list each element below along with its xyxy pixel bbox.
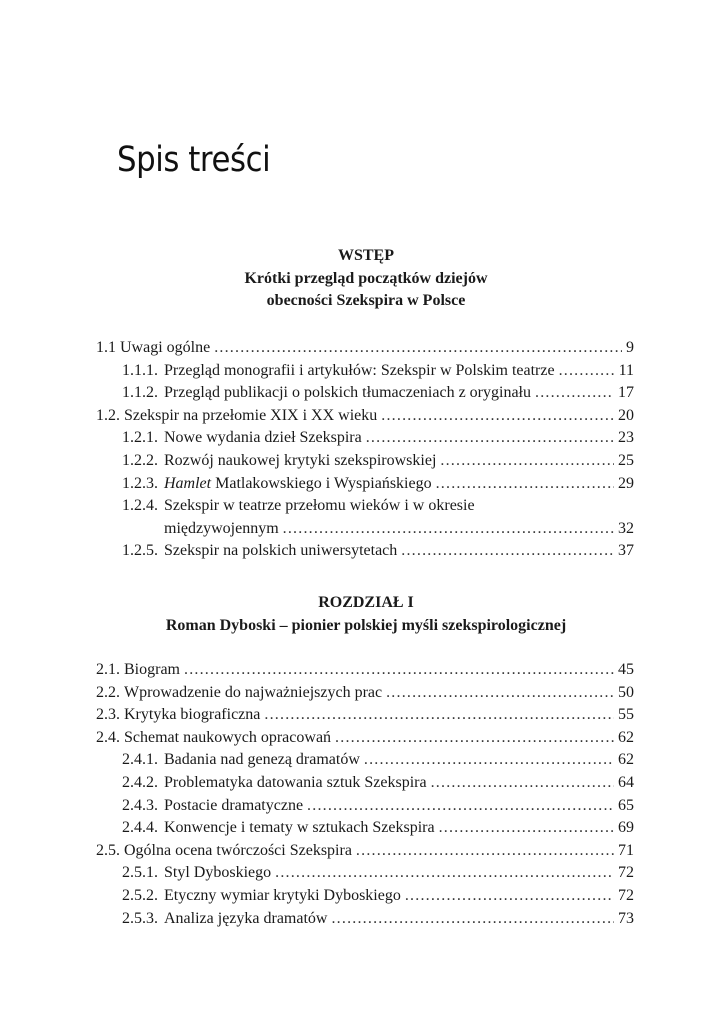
- entry-title: Styl Dyboskiego: [164, 864, 272, 882]
- toc-entry[interactable]: [96, 704, 634, 727]
- entry-title: Rozwój naukowej krytyki szekspirowskiej: [164, 451, 437, 469]
- entry-page: 11: [618, 361, 634, 379]
- entry-title: Etyczny wymiar krytyki Dyboskiego: [164, 886, 401, 904]
- entry-title: [164, 473, 432, 496]
- entry-page: 64: [618, 773, 634, 791]
- toc-entry[interactable]: [96, 337, 634, 360]
- entry-title: Postacie dramatyczne: [164, 796, 304, 814]
- entry-title-rest: Matlakowskiego i Wyspiańskiego: [211, 474, 432, 492]
- entry-title: Szekspir na polskich uniwersytetach: [164, 542, 398, 560]
- entry-page: 55: [618, 706, 634, 724]
- chapter1-label: ROZDZIAŁ I: [318, 594, 414, 611]
- dot-leader: [381, 405, 614, 428]
- entry-title: Przegląd monografii i artykułów: Szekspir w Polskim teatrze: [164, 361, 555, 379]
- toc-chapter1: [96, 659, 634, 930]
- entry-number: 2.3.: [96, 706, 120, 724]
- entry-number: 2.4.3.: [122, 796, 158, 814]
- intro-title-line-1: Krótki przegląd początków dziejów: [244, 269, 488, 287]
- entry-page: 73: [618, 909, 634, 927]
- toc-entry[interactable]: [96, 360, 634, 383]
- dot-leader: [275, 862, 614, 885]
- dot-leader: [439, 817, 614, 840]
- entry-page: 72: [618, 886, 634, 904]
- entry-number: 2.5.3.: [122, 909, 158, 927]
- entry-page: 25: [618, 451, 634, 469]
- entry-title: Konwencje i tematy w sztukach Szekspira: [164, 819, 435, 837]
- chapter1-title: Roman Dyboski – pionier polskiej myśli szekspirologicznej: [165, 616, 567, 634]
- intro-label: WSTĘP: [337, 247, 394, 264]
- entry-page: 62: [618, 728, 634, 746]
- dot-leader: [335, 727, 614, 750]
- dot-leader: [366, 427, 614, 450]
- entry-page: 65: [618, 796, 634, 814]
- toc-entry[interactable]: [96, 495, 634, 540]
- dot-leader: [214, 337, 622, 360]
- entry-page: 45: [618, 661, 634, 678]
- toc-entry[interactable]: [96, 405, 634, 428]
- entry-number: 2.5.: [96, 841, 120, 859]
- dot-leader: [331, 908, 614, 931]
- entry-page: 62: [618, 751, 634, 769]
- toc-entry[interactable]: [96, 795, 634, 818]
- dot-leader: [440, 450, 614, 473]
- toc-entry[interactable]: [96, 427, 634, 450]
- entry-number: 2.5.2.: [122, 886, 158, 904]
- entry-title: Wprowadzenie do najważniejszych prac: [124, 683, 383, 701]
- entry-title: Problematyka datowania sztuk Szekspira: [164, 773, 427, 791]
- entry-page: 20: [618, 406, 634, 424]
- page-title: Spis treści: [117, 140, 271, 180]
- dot-leader: [356, 840, 614, 863]
- entry-number: 1.2.2.: [122, 451, 158, 469]
- entry-title: Uwagi ogólne: [120, 339, 211, 356]
- entry-title-continued: międzywojennym: [164, 519, 279, 537]
- dot-leader: [283, 518, 614, 541]
- entry-page: 37: [618, 542, 634, 560]
- entry-page: 32: [618, 519, 634, 537]
- entry-number: 1.2.: [96, 406, 120, 424]
- entry-title: Szekspir na przełomie XIX i XX wieku: [124, 406, 378, 424]
- entry-number: 1.1.2.: [122, 384, 158, 402]
- toc-entry[interactable]: [96, 727, 634, 750]
- toc-intro: [96, 337, 634, 563]
- entry-number: 2.4.4.: [122, 819, 158, 837]
- entry-page: 72: [618, 864, 634, 882]
- dot-leader: [535, 382, 614, 405]
- chapter1-heading: [96, 592, 636, 637]
- dot-leader: [264, 704, 614, 727]
- dot-leader: [307, 795, 614, 818]
- toc-entry[interactable]: [96, 908, 634, 931]
- toc-entry[interactable]: [96, 749, 634, 772]
- entry-number: 2.1.: [96, 661, 120, 678]
- toc-entry[interactable]: [96, 682, 634, 705]
- dot-leader: [364, 749, 614, 772]
- entry-page: 9: [626, 339, 634, 356]
- dot-leader: [386, 682, 614, 705]
- entry-number: 1.2.5.: [122, 542, 158, 560]
- entry-title: Ogólna ocena twórczości Szekspira: [124, 841, 352, 859]
- dot-leader: [184, 659, 614, 682]
- entry-title: Biogram: [124, 661, 180, 678]
- entry-page: 50: [618, 683, 634, 701]
- entry-number: 2.2.: [96, 683, 120, 701]
- entry-page: 23: [618, 429, 634, 447]
- entry-page: 17: [618, 384, 634, 402]
- dot-leader: [405, 885, 614, 908]
- entry-number: 1.1.1.: [122, 361, 158, 379]
- entry-title: Szekspir w teatrze przełomu wieków i w okresie: [164, 497, 475, 515]
- toc-entry[interactable]: [96, 540, 634, 563]
- entry-page: 71: [618, 841, 634, 859]
- entry-number: 2.4.2.: [122, 773, 158, 791]
- toc-entry[interactable]: [96, 450, 634, 473]
- toc-entry[interactable]: [96, 382, 634, 405]
- entry-title: Badania nad genezą dramatów: [164, 751, 360, 769]
- toc-entry[interactable]: [96, 772, 634, 795]
- intro-title-line-2: obecności Szekspira w Polsce: [266, 292, 466, 309]
- toc-entry[interactable]: [96, 817, 634, 840]
- entry-title: Analiza języka dramatów: [164, 909, 328, 927]
- toc-entry[interactable]: [96, 885, 634, 908]
- entry-number: 2.4.: [96, 728, 120, 746]
- entry-number: 1.2.4.: [122, 497, 158, 515]
- toc-entry[interactable]: [96, 659, 634, 682]
- entry-number: 2.4.1.: [122, 751, 158, 769]
- entry-number: 2.5.1.: [122, 864, 158, 882]
- entry-title-italic: Hamlet: [164, 474, 212, 492]
- entry-page: 69: [618, 819, 634, 837]
- dot-leader: [436, 473, 614, 496]
- entry-number: 1.2.3.: [122, 474, 158, 492]
- dot-leader: [401, 540, 614, 563]
- toc-entry[interactable]: [96, 840, 634, 863]
- entry-number: 1.1: [96, 339, 116, 356]
- dot-leader: [559, 360, 615, 383]
- intro-heading: [96, 245, 636, 313]
- toc-entry[interactable]: [96, 473, 634, 496]
- entry-title: Przegląd publikacji o polskich tłumaczeniach z oryginału: [164, 384, 531, 402]
- toc-entry[interactable]: [96, 862, 634, 885]
- entry-title: Krytyka biograficzna: [124, 706, 261, 724]
- entry-page: 29: [618, 474, 634, 492]
- entry-title: Nowe wydania dzieł Szekspira: [164, 429, 362, 447]
- entry-number: 1.2.1.: [122, 429, 158, 447]
- entry-title: Schemat naukowych opracowań: [124, 728, 332, 746]
- dot-leader: [431, 772, 614, 795]
